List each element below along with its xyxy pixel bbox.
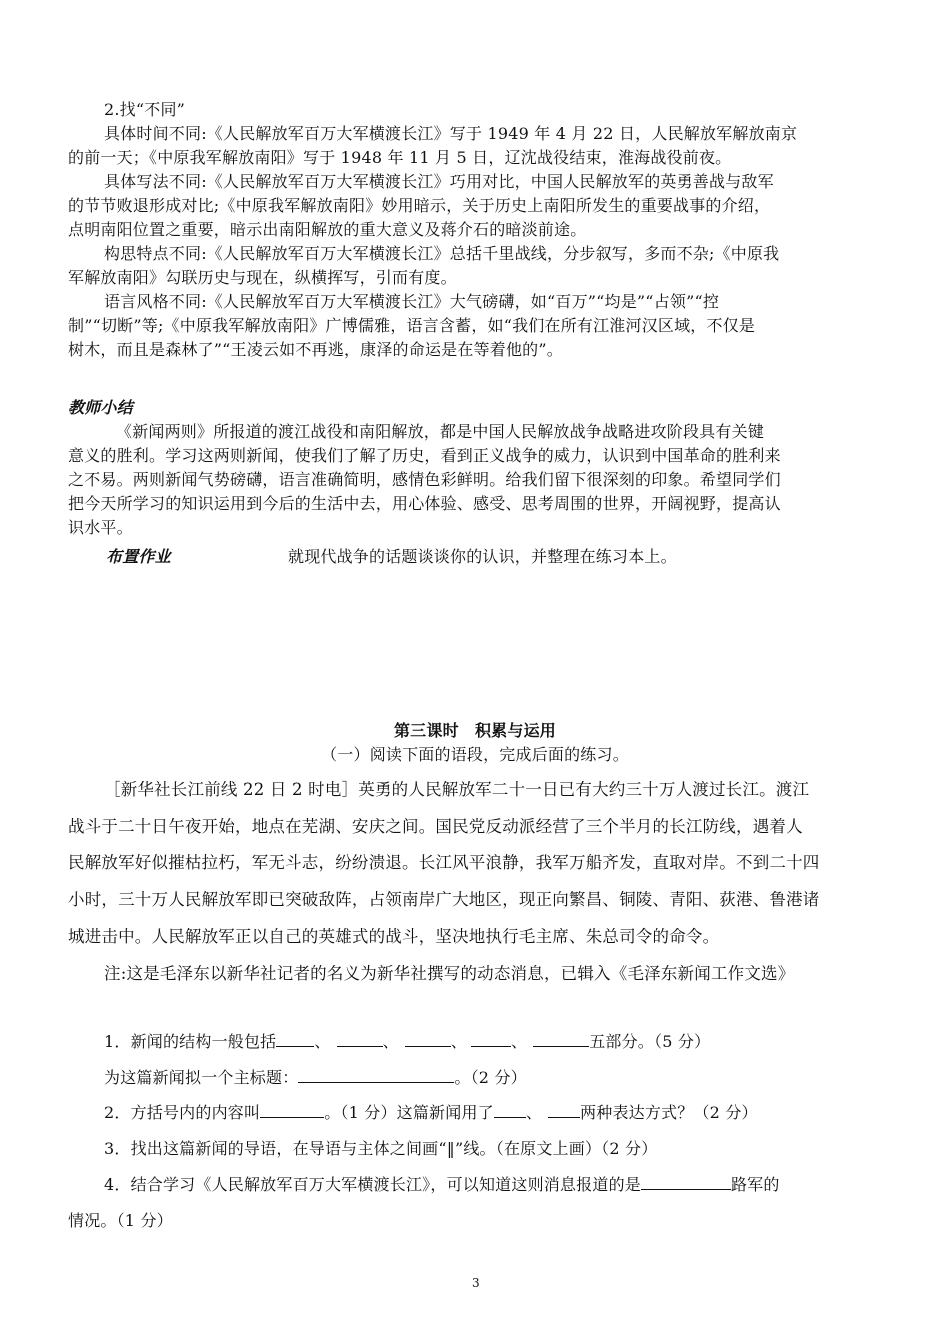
question-3: 3．找出这篇新闻的导语，在导语与主体之间画“‖”线。（在原文上画）（2 分） (104, 1139, 658, 1158)
lesson-title: 第三课时 积累与运用 (393, 721, 556, 740)
question-1-title: 为这篇新闻拟一个主标题： 。（2 分） (104, 1068, 527, 1087)
answer-blank[interactable] (533, 1030, 589, 1047)
paragraph-line: 制”“切断”等;《中原我军解放南阳》广博儒雅，语言含蓄，如“我们在所有江淮河汉区域，不仅是 (68, 316, 756, 335)
question-4: 4．结合学习《人民解放军百万大军横渡长江》，可以知道这则消息报道的是 路军的 (104, 1175, 780, 1194)
answer-blank[interactable] (471, 1030, 511, 1047)
passage-line: 战斗于二十日午夜开始，地点在芜湖、安庆之间。国民党反动派经营了三个半月的长江防线，遇着人 (68, 817, 803, 836)
passage-note: 注:这是毛泽东以新华社记者的名义为新华社撰写的动态消息，已辑入《毛泽东新闻工作文选》 (104, 964, 795, 983)
passage-line: 民解放军好似摧枯拉朽，军无斗志，纷纷溃退。长江风平浪静，我军万船齐发，直取对岸。不到二十四 (68, 853, 820, 872)
question-4-cont: 情况。（1 分） (68, 1211, 173, 1230)
answer-blank[interactable] (548, 1101, 580, 1118)
heading-teacher-summary: 教师小结 (68, 398, 133, 417)
heading-homework: 布置作业 (106, 547, 171, 566)
passage-line: 小时，三十万人民解放军即已突破敌阵，占领南岸广大地区，现正向繁昌、铜陵、青阳、荻港、鲁港诸 (68, 890, 820, 909)
paragraph-line: 《新闻两则》所报道的渡江战役和南阳解放，都是中国人民解放战争战略进攻阶段具有关键 (116, 422, 765, 441)
paragraph-line: 具体时间不同:《人民解放军百万大军横渡长江》写于 1949 年 4 月 22 日，人民解放军解放南京 (104, 124, 798, 143)
paragraph-line: 语言风格不同:《人民解放军百万大军横渡长江》大气磅礴，如“百万”“均是”“占领”“控 (104, 292, 720, 311)
paragraph-line: 的节节败退形成对比;《中原我军解放南阳》妙用暗示，关于历史上南阳所发生的重要战事的介绍， (68, 196, 771, 215)
answer-blank[interactable] (298, 1066, 454, 1083)
paragraph-line: 意义的胜利。学习这两则新闻，使我们了解了历史，看到正义战争的威力，认识到中国革命的胜利来 (68, 446, 781, 465)
answer-blank[interactable] (337, 1030, 383, 1047)
paragraph-line: 识水平。 (68, 518, 133, 537)
page-number: 3 (472, 1276, 480, 1290)
paragraph-line: 把今天所学习的知识运用到今后的生活中去，用心体验、感受、思考周围的世界，开阔视野，提高认 (68, 494, 781, 513)
answer-blank[interactable] (260, 1101, 324, 1118)
answer-blank[interactable] (276, 1030, 314, 1047)
passage-line: 城进击中。人民解放军正以自己的英雄式的战斗，坚决地执行毛主席、朱总司令的命令。 (68, 927, 720, 946)
answer-blank[interactable] (494, 1101, 526, 1118)
paragraph-line: 军解放南阳》勾联历史与现在，纵横挥写，引而有度。 (68, 268, 457, 287)
paragraph-line: 之不易。两则新闻气势磅礴，语言准确简明，感情色彩鲜明。给我们留下很深刻的印象。希望同学们 (68, 470, 781, 489)
section-title-find-differences: 2.找“不同” (104, 100, 186, 119)
paragraph-line: 树木，而且是森林了”“王凌云如不再逃，康泽的命运是在等着他的”。 (68, 340, 563, 359)
lesson-subtitle: （一）阅读下面的语段，完成后面的练习。 (321, 745, 629, 764)
question-2: 2．方括号内的内容叫 。（1 分）这篇新闻用了 、 两种表达方式？（2 分） (104, 1103, 758, 1122)
answer-blank[interactable] (641, 1173, 731, 1190)
passage-line: ［新华社长江前线 22 日 2 时电］英勇的人民解放军二十一日已有大约三十万人渡过长江。渡江 (104, 780, 810, 799)
paragraph-line: 具体写法不同:《人民解放军百万大军横渡长江》巧用对比，中国人民解放军的英勇善战与敌军 (104, 172, 774, 191)
answer-blank[interactable] (405, 1030, 451, 1047)
paragraph-line: 点明南阳位置之重要，暗示出南阳解放的重大意义及蒋介石的暗淡前途。 (68, 220, 587, 239)
question-1: 1．新闻的结构一般包括 、 、 、 、 五部分。（5 分） (104, 1032, 711, 1051)
paragraph-line: 构思特点不同:《人民解放军百万大军横渡长江》总括千里战线，分步叙写，多而不杂;《中原我 (104, 244, 780, 263)
homework-text: 就现代战争的话题谈谈你的认识，并整理在练习本上。 (288, 547, 677, 566)
paragraph-line: 的前一天；《中原我军解放南阳》写于 1948 年 11 月 5 日，辽沈战役结束，淮海战役前夜。 (68, 148, 732, 167)
